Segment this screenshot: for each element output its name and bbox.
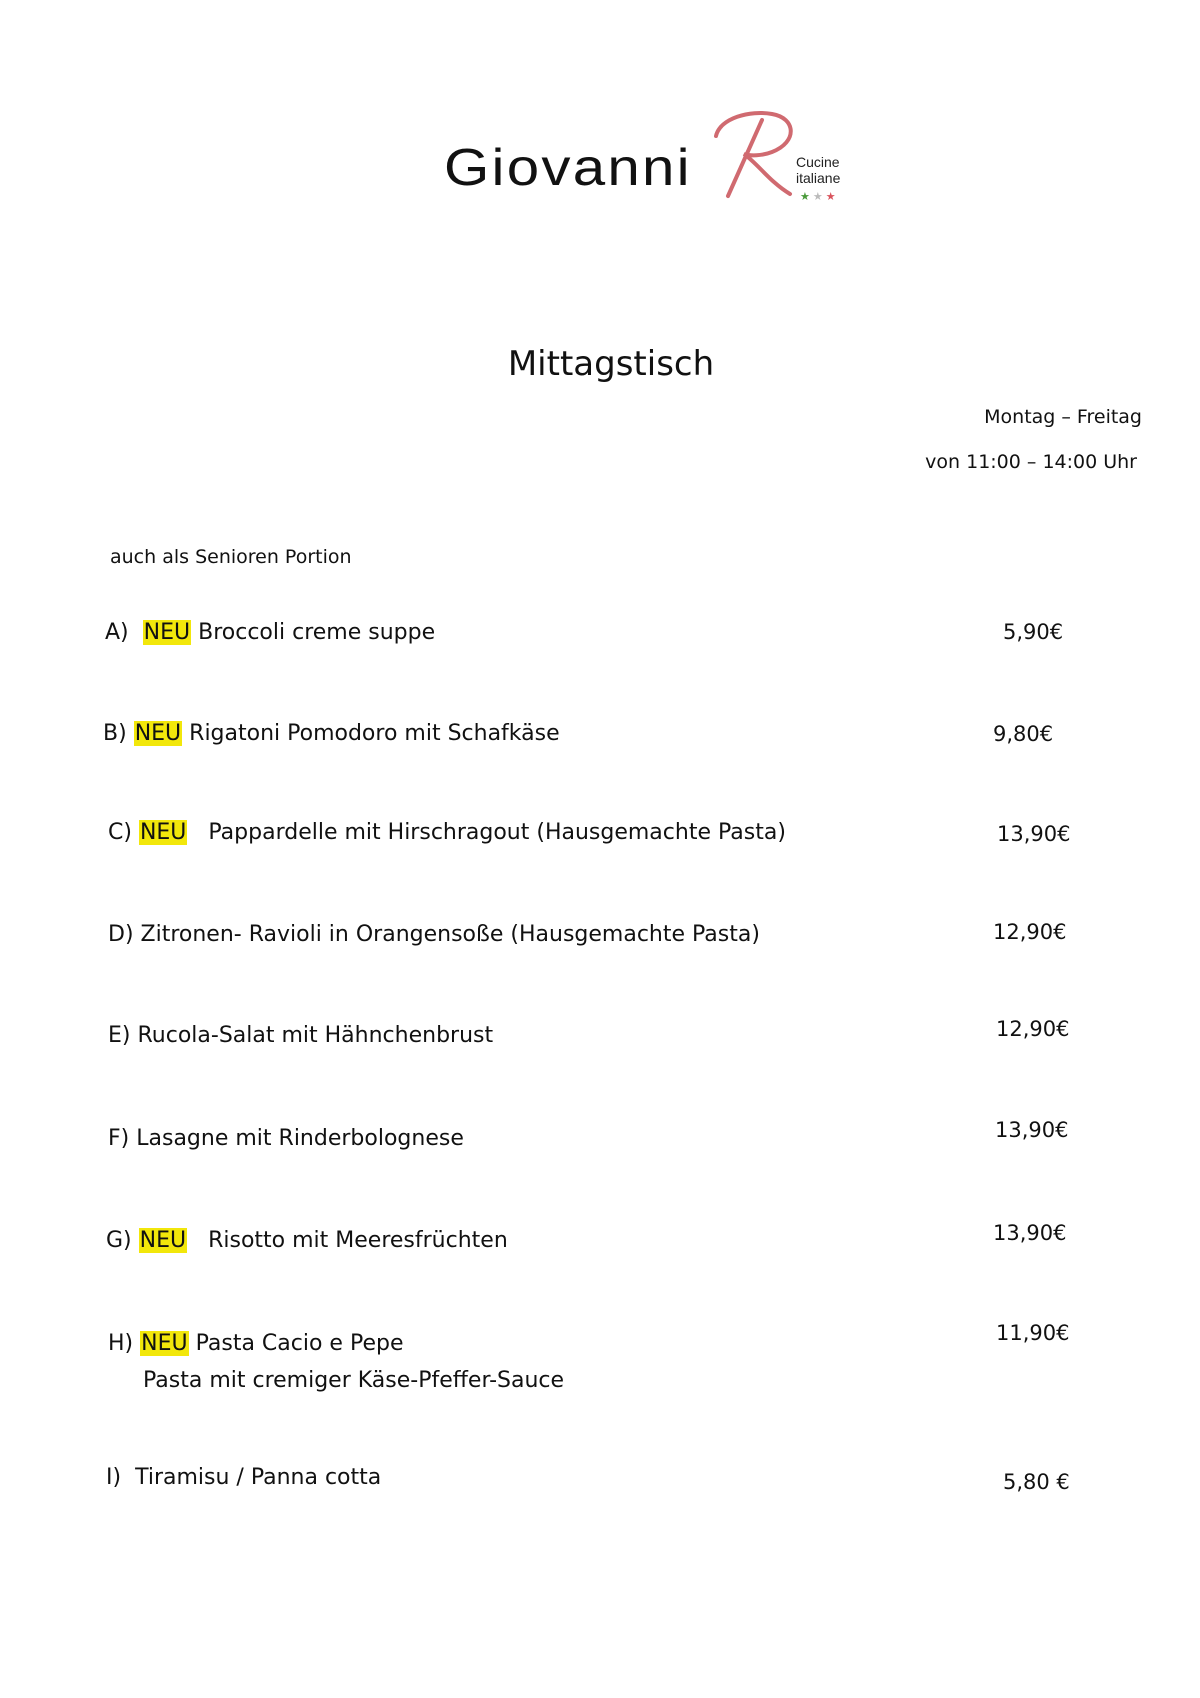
item-name: Zitronen- Ravioli in Orangensoße (Hausgemachte Pasta) <box>140 922 760 947</box>
menu-item-f-price: 13,90€ <box>995 1118 1069 1142</box>
logo-subtitle: Cucine italiane <box>796 154 841 186</box>
logo-monogram-r-icon <box>710 108 805 203</box>
new-badge: NEU <box>143 620 191 645</box>
item-name: Lasagne mit Rinderbolognese <box>136 1126 464 1151</box>
menu-item-h-price: 11,90€ <box>996 1321 1070 1345</box>
menu-item-d <box>108 922 760 947</box>
menu-item-e-price: 12,90€ <box>996 1017 1070 1041</box>
item-name: Pasta Cacio e Pepe <box>195 1331 404 1356</box>
item-name: Broccoli creme suppe <box>198 620 436 645</box>
page-title: Mittagstisch <box>507 344 715 384</box>
item-letter: H) <box>108 1331 134 1356</box>
menu-item-h-description: Pasta mit cremiger Käse-Pfeffer-Sauce <box>143 1368 565 1393</box>
menu-item-a <box>105 620 435 645</box>
menu-item-i-price: 5,80 € <box>1003 1470 1070 1494</box>
item-name: Tiramisu / Panna cotta <box>135 1465 382 1490</box>
item-letter: E) <box>108 1023 131 1048</box>
item-name: Rucola-Salat mit Hähnchenbrust <box>137 1023 494 1048</box>
menu-item-d-price: 12,90€ <box>993 920 1067 944</box>
menu-item-e <box>108 1023 493 1048</box>
item-letter: B) <box>103 721 127 746</box>
menu-item-c-price: 13,90€ <box>997 822 1071 846</box>
new-badge: NEU <box>134 721 182 746</box>
opening-days: Montag – Freitag <box>984 406 1142 428</box>
item-letter: C) <box>108 820 132 845</box>
new-badge: NEU <box>139 1228 187 1253</box>
menu-item-i <box>106 1465 381 1490</box>
menu-item-f <box>108 1126 464 1151</box>
item-letter: G) <box>106 1228 132 1253</box>
menu-item-h <box>108 1331 403 1356</box>
item-letter: F) <box>108 1126 130 1151</box>
item-letter: D) <box>108 922 134 947</box>
new-badge: NEU <box>139 820 187 845</box>
star-icon: ★ <box>812 190 826 203</box>
opening-hours: von 11:00 – 14:00 Uhr <box>925 451 1137 473</box>
menu-item-g-price: 13,90€ <box>993 1221 1067 1245</box>
item-name: Risotto mit Meeresfrüchten <box>208 1228 508 1253</box>
new-badge: NEU <box>141 1331 188 1356</box>
item-name: Pappardelle mit Hirschragout (Hausgemachte Pasta) <box>208 820 786 845</box>
menu-item-c <box>108 820 786 845</box>
star-icon: ★ <box>800 190 813 203</box>
menu-item-g <box>106 1228 508 1253</box>
item-name: Rigatoni Pomodoro mit Schafkäse <box>189 721 560 746</box>
senior-portion-note: auch als Senioren Portion <box>110 546 352 568</box>
star-icon: ★ <box>825 190 839 203</box>
menu-item-b-price: 9,80€ <box>993 722 1054 746</box>
restaurant-logo <box>440 108 850 208</box>
item-letter: A) <box>105 620 129 645</box>
logo-wordmark: Giovanni <box>444 139 692 197</box>
menu-item-a-price: 5,90€ <box>1003 620 1064 644</box>
menu-item-b <box>103 721 560 746</box>
logo-stars <box>800 190 839 203</box>
item-letter: I) <box>106 1465 122 1490</box>
